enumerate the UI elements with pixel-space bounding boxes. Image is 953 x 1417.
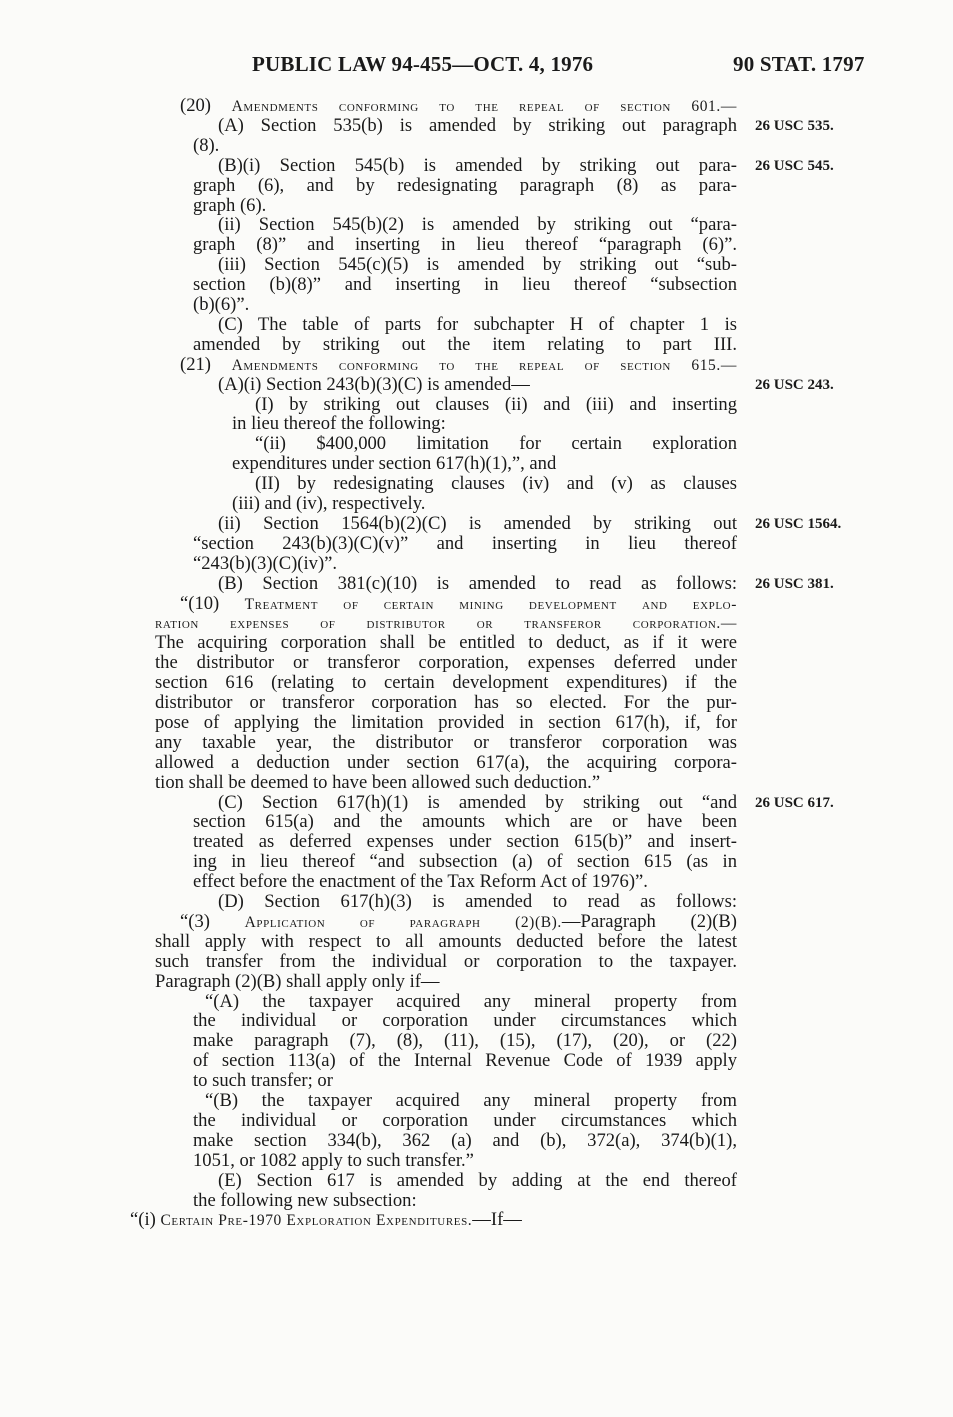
text-line: the following new subsection: bbox=[193, 1189, 417, 1211]
text-line: (D) Section 617(h)(3) is amended to read as follows: bbox=[218, 892, 737, 912]
text-line: (iii) and (iv), respectively. bbox=[232, 493, 426, 514]
text-line bbox=[155, 613, 737, 633]
text-line: “(ii) $400,000 limitation for certain exploration bbox=[255, 434, 737, 455]
text-line: section 616 (relating to certain development expenditures) if the bbox=[155, 673, 737, 694]
text-line: (B)(i) Section 545(b) is amended by striking out para- bbox=[218, 155, 737, 176]
page-number: 90 STAT. 1797 bbox=[733, 52, 865, 76]
text-line: ing in lieu thereof “and subsection (a) of section 615 (as in bbox=[193, 852, 737, 873]
small-caps-heading: Application of paragraph (2)(B). bbox=[244, 913, 562, 931]
text-line: (E) Section 617 is amended by adding at the end thereof bbox=[218, 1170, 737, 1191]
margin-citation: 26 USC 545. bbox=[755, 157, 834, 174]
running-header-title: PUBLIC LAW 94-455—OCT. 4, 1976 bbox=[252, 52, 594, 76]
text-line: treated as deferred expenses under section 615(b)” and insert- bbox=[193, 832, 737, 853]
text-line: (C) The table of parts for subchapter H of chapter 1 is bbox=[218, 314, 737, 335]
text-span: “(i) bbox=[130, 1209, 161, 1231]
margin-citation: 26 USC 381. bbox=[755, 575, 834, 592]
text-line: distributor or transferor corporation has so elected. For the pur- bbox=[155, 693, 737, 713]
text-line: the distributor or transferor corporation, expenses deferred under bbox=[155, 653, 737, 674]
text-line: (C) Section 617(h)(1) is amended by striking out “and bbox=[218, 792, 737, 813]
text-line: graph (6). bbox=[193, 194, 267, 216]
text-line: (A) Section 535(b) is amended by striking out paragraph bbox=[218, 115, 737, 136]
text-line: allowed a deduction under section 617(a), the acquiring corpora- bbox=[155, 752, 737, 773]
text-line: (ii) Section 1564(b)(2)(C) is amended by striking out bbox=[218, 513, 737, 534]
text-line: shall apply with respect to all amounts deducted before the latest bbox=[155, 931, 737, 952]
text-line: (II) by redesignating clauses (iv) and (v) as clauses bbox=[255, 474, 737, 495]
text-span: “(3) bbox=[180, 911, 245, 932]
text-line: (iii) Section 545(c)(5) is amended by striking out “sub- bbox=[218, 255, 737, 276]
text-line bbox=[180, 912, 737, 932]
text-span: “(10) bbox=[180, 593, 245, 614]
text-line: (b)(6)”. bbox=[193, 294, 250, 315]
text-line: “243(b)(3)(C)(iv)”. bbox=[193, 552, 338, 574]
text-line: pose of applying the limitation provided in section 617(h), if, for bbox=[155, 712, 737, 733]
text-line: “(A) the taxpayer acquired any mineral property from bbox=[205, 991, 737, 1012]
margin-citation: 26 USC 243. bbox=[755, 376, 834, 393]
text-span: (20) bbox=[180, 96, 232, 116]
small-caps-heading: Certain Pre-1970 Exploration Expenditures. bbox=[160, 1212, 473, 1230]
text-line: section 615(a) and the amounts which are or have been bbox=[193, 812, 737, 833]
text-line: such transfer from the individual or corporation to the taxpayer. bbox=[155, 951, 737, 972]
text-line: (B) Section 381(c)(10) is amended to read as follows: bbox=[218, 573, 737, 594]
text-line: make section 334(b), 362 (a) and (b), 372(a), 374(b)(1), bbox=[193, 1130, 737, 1151]
text-line: graph (6), and by redesignating paragraph (8) as para- bbox=[193, 175, 737, 196]
text-line: any taxable year, the distributor or transferor corporation was bbox=[155, 732, 737, 753]
small-caps-heading: Treatment of certain mining development and explo- bbox=[244, 595, 737, 613]
small-caps-heading: ration expenses of distributor or transferor corporation.— bbox=[155, 615, 737, 633]
text-line: (8). bbox=[193, 134, 220, 156]
text-line: the individual or corporation under circumstances which bbox=[193, 1110, 737, 1131]
text-line bbox=[180, 355, 737, 375]
text-line bbox=[130, 1210, 522, 1231]
text-line: (I) by striking out clauses (ii) and (iii) and inserting bbox=[255, 394, 737, 415]
text-span: —Paragraph (2)(B) bbox=[561, 911, 737, 932]
text-span: (21) bbox=[180, 354, 232, 375]
text-line: amended by striking out the item relating to part III. bbox=[193, 334, 737, 355]
margin-citation: 26 USC 535. bbox=[755, 117, 834, 134]
text-line: make paragraph (7), (8), (11), (15), (17), (20), or (22) bbox=[193, 1031, 737, 1052]
small-caps-heading: Amendments conforming to the repeal of section 601.— bbox=[231, 98, 737, 115]
text-line: “section 243(b)(3)(C)(v)” and inserting in lieu thereof bbox=[193, 533, 737, 554]
text-line: (A)(i) Section 243(b)(3)(C) is amended— bbox=[218, 373, 530, 395]
text-line: The acquiring corporation shall be entitled to deduct, as if it were bbox=[155, 633, 737, 654]
text-line: Paragraph (2)(B) shall apply only if— bbox=[155, 970, 440, 992]
text-line: the individual or corporation under circumstances which bbox=[193, 1011, 737, 1032]
text-line: of section 113(a) of the Internal Revenue Code of 1939 apply bbox=[193, 1051, 737, 1072]
text-line: graph (8)” and inserting in lieu thereof “paragraph (6)”. bbox=[193, 235, 737, 256]
text-line: 1051, or 1082 apply to such transfer.” bbox=[193, 1149, 474, 1171]
text-line: to such transfer; or bbox=[193, 1070, 333, 1092]
text-line: tion shall be deemed to have been allowed such deduction.” bbox=[155, 771, 601, 793]
small-caps-heading: Amendments conforming to the repeal of section 615.— bbox=[231, 356, 737, 374]
text-line: effect before the enactment of the Tax Reform Act of 1976)”. bbox=[193, 871, 648, 893]
margin-citation: 26 USC 1564. bbox=[755, 515, 842, 532]
text-span: —If— bbox=[472, 1209, 522, 1231]
text-line: “(B) the taxpayer acquired any mineral property from bbox=[205, 1091, 737, 1111]
text-line: section (b)(8)” and inserting in lieu thereof “subsection bbox=[193, 275, 737, 296]
text-line bbox=[180, 594, 737, 614]
text-line: in lieu thereof the following: bbox=[232, 413, 446, 435]
margin-citation: 26 USC 617. bbox=[755, 794, 834, 811]
text-line bbox=[180, 96, 737, 116]
text-line: expenditures under section 617(h)(1),”, and bbox=[232, 453, 557, 475]
text-line: (ii) Section 545(b)(2) is amended by striking out “para- bbox=[218, 215, 737, 236]
